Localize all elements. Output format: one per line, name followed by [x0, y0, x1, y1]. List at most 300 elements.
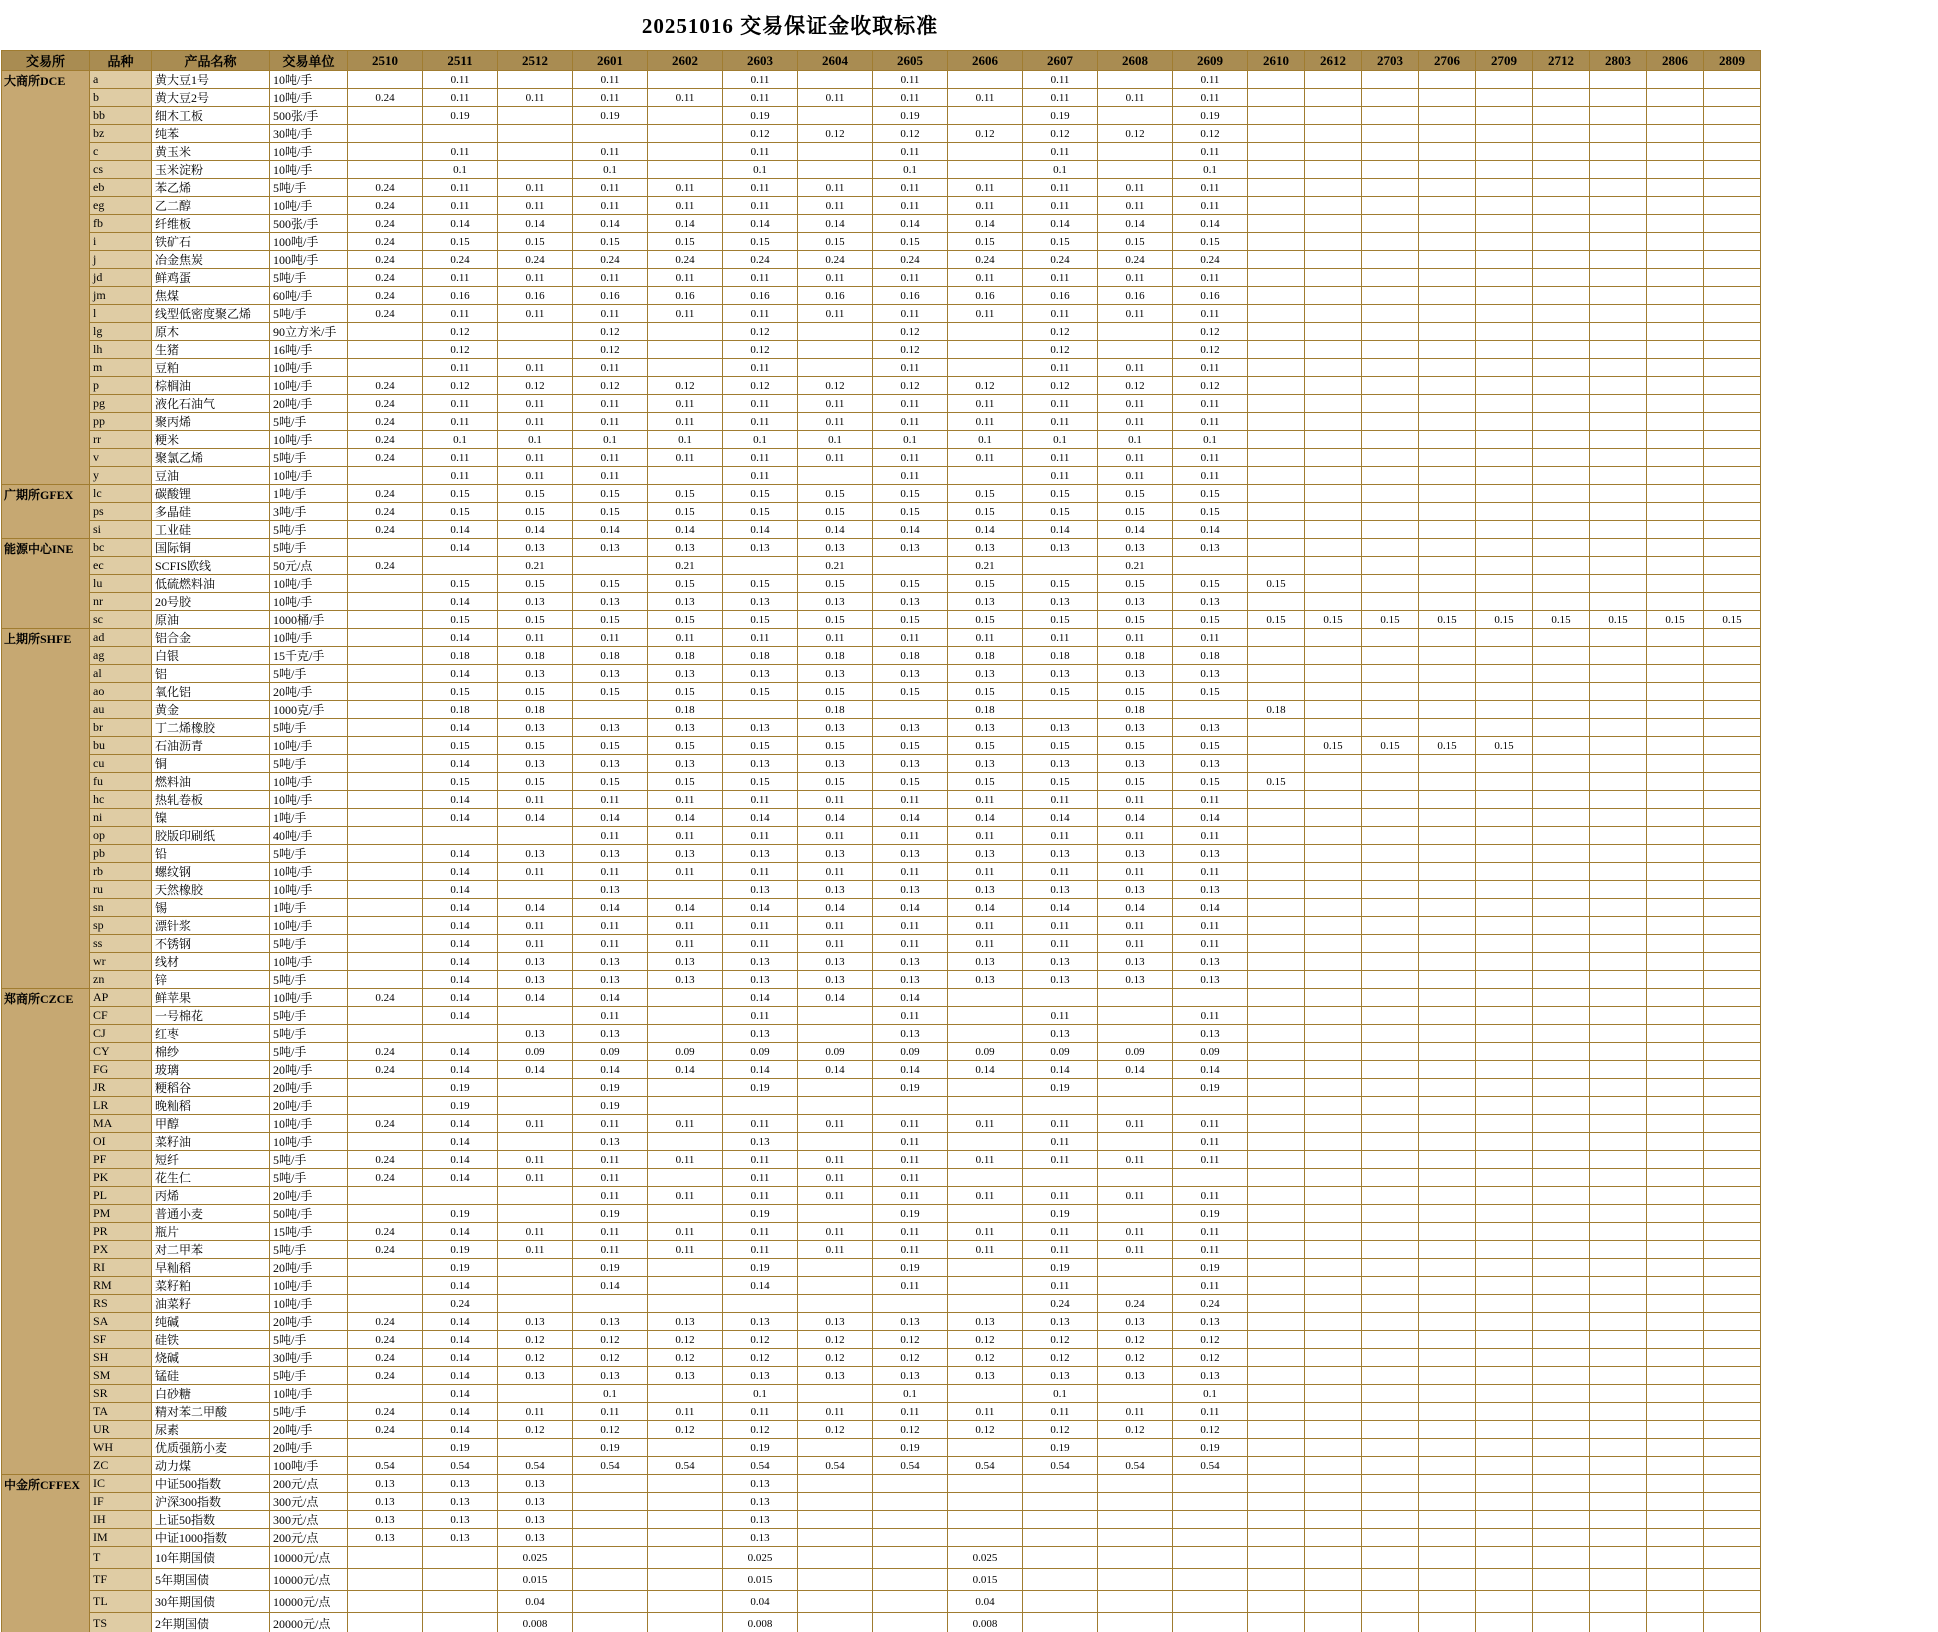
col-header-month-2803: 2803: [1590, 51, 1647, 71]
col-header-month-2612: 2612: [1305, 51, 1362, 71]
margin-value-cell-lh-2809: [1704, 341, 1761, 359]
table-row-l: [2, 305, 1761, 323]
margin-value-cell-ZC-2606: 0.54: [948, 1457, 1023, 1475]
margin-value-cell-WH-2806: [1647, 1439, 1704, 1457]
margin-value-cell-T-2703: [1362, 1547, 1419, 1569]
margin-value-cell-i-2511: 0.15: [423, 233, 498, 251]
margin-value-cell-ad-2609: 0.11: [1173, 629, 1248, 647]
margin-value-cell-SF-2604: 0.12: [798, 1331, 873, 1349]
margin-value-cell-lg-2607: 0.12: [1023, 323, 1098, 341]
margin-value-cell-SH-2612: [1305, 1349, 1362, 1367]
margin-value-cell-si-2609: 0.14: [1173, 521, 1248, 539]
margin-value-cell-rb-2608: 0.11: [1098, 863, 1173, 881]
margin-value-cell-WH-2712: [1533, 1439, 1590, 1457]
margin-value-cell-CY-2604: 0.09: [798, 1043, 873, 1061]
margin-value-cell-PR-2605: 0.11: [873, 1223, 948, 1241]
col-header-month-2602: 2602: [648, 51, 723, 71]
margin-value-cell-y-2511: 0.11: [423, 467, 498, 485]
margin-value-cell-CJ-2610: [1248, 1025, 1305, 1043]
margin-value-cell-UR-2604: 0.12: [798, 1421, 873, 1439]
margin-value-cell-pp-2603: 0.11: [723, 413, 798, 431]
margin-value-cell-RM-2510: [348, 1277, 423, 1295]
margin-value-cell-IM-2601: [573, 1529, 648, 1547]
margin-value-cell-eb-2603: 0.11: [723, 179, 798, 197]
margin-value-cell-OI-2712: [1533, 1133, 1590, 1151]
margin-value-cell-nr-2602: 0.13: [648, 593, 723, 611]
margin-value-cell-LR-2806: [1647, 1097, 1704, 1115]
margin-value-cell-eb-2602: 0.11: [648, 179, 723, 197]
margin-value-cell-ps-2703: [1362, 503, 1419, 521]
margin-value-cell-SH-2603: 0.12: [723, 1349, 798, 1367]
margin-value-cell-IC-2803: [1590, 1475, 1647, 1493]
margin-value-cell-cu-2606: 0.13: [948, 755, 1023, 773]
table-row-FG: [2, 1061, 1761, 1079]
margin-value-cell-sc-2806: 0.15: [1647, 611, 1704, 629]
margin-value-cell-pb-2706: [1419, 845, 1476, 863]
trading-unit-cell: 5吨/手: [270, 719, 348, 737]
margin-value-cell-bc-2706: [1419, 539, 1476, 557]
margin-value-cell-PM-2601: 0.19: [573, 1205, 648, 1223]
margin-value-cell-a-2607: 0.11: [1023, 71, 1098, 89]
trading-unit-cell: 60吨/手: [270, 287, 348, 305]
table-row-bu: [2, 737, 1761, 755]
margin-value-cell-c-2706: [1419, 143, 1476, 161]
margin-value-cell-SA-2603: 0.13: [723, 1313, 798, 1331]
margin-value-cell-TF-2706: [1419, 1569, 1476, 1591]
margin-value-cell-eb-2803: [1590, 179, 1647, 197]
margin-value-cell-TS-2510: [348, 1613, 423, 1632]
margin-value-cell-ru-2706: [1419, 881, 1476, 899]
margin-value-cell-PL-2602: 0.11: [648, 1187, 723, 1205]
margin-value-cell-br-2605: 0.13: [873, 719, 948, 737]
margin-value-cell-IC-2512: 0.13: [498, 1475, 573, 1493]
margin-value-cell-T-2605: [873, 1547, 948, 1569]
margin-value-cell-T-2712: [1533, 1547, 1590, 1569]
product-name-cell: 聚氯乙烯: [152, 449, 270, 467]
margin-value-cell-LR-2610: [1248, 1097, 1305, 1115]
margin-value-cell-FG-2803: [1590, 1061, 1647, 1079]
margin-value-cell-PF-2806: [1647, 1151, 1704, 1169]
table-row-pb: [2, 845, 1761, 863]
margin-value-cell-rb-2806: [1647, 863, 1704, 881]
margin-value-cell-FG-2806: [1647, 1061, 1704, 1079]
margin-value-cell-SA-2612: [1305, 1313, 1362, 1331]
margin-value-cell-jd-2806: [1647, 269, 1704, 287]
margin-value-cell-eg-2709: [1476, 197, 1533, 215]
margin-value-cell-AP-2603: 0.14: [723, 989, 798, 1007]
margin-value-cell-rr-2709: [1476, 431, 1533, 449]
variety-code-cell: eg: [90, 197, 152, 215]
margin-value-cell-PM-2608: [1098, 1205, 1173, 1223]
margin-value-cell-br-2703: [1362, 719, 1419, 737]
margin-value-cell-RS-2709: [1476, 1295, 1533, 1313]
margin-value-cell-m-2610: [1248, 359, 1305, 377]
margin-value-cell-T-2706: [1419, 1547, 1476, 1569]
margin-value-cell-ag-2612: [1305, 647, 1362, 665]
variety-code-cell: fu: [90, 773, 152, 791]
margin-value-cell-PK-2806: [1647, 1169, 1704, 1187]
margin-value-cell-rr-2510: 0.24: [348, 431, 423, 449]
margin-value-cell-TF-2712: [1533, 1569, 1590, 1591]
trading-unit-cell: 1吨/手: [270, 485, 348, 503]
margin-value-cell-ec-2610: [1248, 557, 1305, 575]
margin-value-cell-m-2603: 0.11: [723, 359, 798, 377]
margin-value-cell-eg-2606: 0.11: [948, 197, 1023, 215]
margin-value-cell-rr-2602: 0.1: [648, 431, 723, 449]
margin-value-cell-IH-2706: [1419, 1511, 1476, 1529]
margin-value-cell-RI-2610: [1248, 1259, 1305, 1277]
margin-value-cell-ni-2612: [1305, 809, 1362, 827]
margin-value-cell-PL-2803: [1590, 1187, 1647, 1205]
margin-value-cell-TL-2806: [1647, 1591, 1704, 1613]
margin-value-cell-au-2606: 0.18: [948, 701, 1023, 719]
variety-code-cell: zn: [90, 971, 152, 989]
margin-value-cell-IF-2803: [1590, 1493, 1647, 1511]
margin-value-cell-br-2604: 0.13: [798, 719, 873, 737]
trading-unit-cell: 10吨/手: [270, 143, 348, 161]
margin-value-cell-au-2709: [1476, 701, 1533, 719]
margin-value-cell-rb-2605: 0.11: [873, 863, 948, 881]
margin-value-cell-ag-2604: 0.18: [798, 647, 873, 665]
margin-value-cell-pb-2607: 0.13: [1023, 845, 1098, 863]
margin-value-cell-nr-2706: [1419, 593, 1476, 611]
variety-code-cell: ec: [90, 557, 152, 575]
margin-value-cell-SH-2510: 0.24: [348, 1349, 423, 1367]
margin-value-cell-CF-2612: [1305, 1007, 1362, 1025]
margin-value-cell-ad-2608: 0.11: [1098, 629, 1173, 647]
margin-value-cell-bz-2604: 0.12: [798, 125, 873, 143]
margin-value-cell-al-2712: [1533, 665, 1590, 683]
margin-value-cell-j-2706: [1419, 251, 1476, 269]
margin-value-cell-jd-2803: [1590, 269, 1647, 287]
margin-value-cell-SR-2510: [348, 1385, 423, 1403]
margin-value-cell-ao-2609: 0.15: [1173, 683, 1248, 701]
margin-value-cell-ZC-2602: 0.54: [648, 1457, 723, 1475]
margin-value-cell-pb-2809: [1704, 845, 1761, 863]
table-row-bz: [2, 125, 1761, 143]
margin-value-cell-rr-2712: [1533, 431, 1590, 449]
margin-value-cell-lc-2604: 0.15: [798, 485, 873, 503]
margin-value-cell-c-2511: 0.11: [423, 143, 498, 161]
margin-value-cell-PF-2512: 0.11: [498, 1151, 573, 1169]
margin-value-cell-v-2612: [1305, 449, 1362, 467]
margin-value-cell-IC-2510: 0.13: [348, 1475, 423, 1493]
margin-value-cell-MA-2512: 0.11: [498, 1115, 573, 1133]
margin-value-cell-CY-2512: 0.09: [498, 1043, 573, 1061]
product-name-cell: 菜籽油: [152, 1133, 270, 1151]
margin-value-cell-TA-2806: [1647, 1403, 1704, 1421]
table-row-ec: [2, 557, 1761, 575]
margin-value-cell-rb-2803: [1590, 863, 1647, 881]
trading-unit-cell: 1吨/手: [270, 809, 348, 827]
margin-value-cell-IH-2603: 0.13: [723, 1511, 798, 1529]
margin-value-cell-i-2706: [1419, 233, 1476, 251]
margin-value-cell-SR-2803: [1590, 1385, 1647, 1403]
margin-value-cell-SF-2512: 0.12: [498, 1331, 573, 1349]
margin-value-cell-RM-2608: [1098, 1277, 1173, 1295]
margin-value-cell-ru-2809: [1704, 881, 1761, 899]
margin-value-cell-PF-2601: 0.11: [573, 1151, 648, 1169]
margin-value-cell-al-2510: [348, 665, 423, 683]
product-name-cell: 动力煤: [152, 1457, 270, 1475]
product-name-cell: 冶金焦炭: [152, 251, 270, 269]
product-name-cell: 玉米淀粉: [152, 161, 270, 179]
margin-value-cell-ss-2612: [1305, 935, 1362, 953]
product-name-cell: 白砂糖: [152, 1385, 270, 1403]
margin-value-cell-c-2605: 0.11: [873, 143, 948, 161]
margin-value-cell-jd-2709: [1476, 269, 1533, 287]
margin-value-cell-rb-2610: [1248, 863, 1305, 881]
product-name-cell: 铅: [152, 845, 270, 863]
product-name-cell: 纯碱: [152, 1313, 270, 1331]
margin-value-cell-pb-2703: [1362, 845, 1419, 863]
margin-value-cell-ru-2803: [1590, 881, 1647, 899]
margin-value-cell-SM-2606: 0.13: [948, 1367, 1023, 1385]
margin-value-cell-PX-2703: [1362, 1241, 1419, 1259]
margin-value-cell-IF-2610: [1248, 1493, 1305, 1511]
margin-value-cell-b-2606: 0.11: [948, 89, 1023, 107]
margin-value-cell-CF-2606: [948, 1007, 1023, 1025]
table-row-rr: [2, 431, 1761, 449]
margin-value-cell-y-2510: [348, 467, 423, 485]
margin-value-cell-TL-2510: [348, 1591, 423, 1613]
margin-value-cell-b-2608: 0.11: [1098, 89, 1173, 107]
margin-value-cell-ad-2612: [1305, 629, 1362, 647]
margin-value-cell-ao-2602: 0.15: [648, 683, 723, 701]
margin-value-cell-pp-2606: 0.11: [948, 413, 1023, 431]
margin-value-cell-ps-2510: 0.24: [348, 503, 423, 521]
trading-unit-cell: 10000元/点: [270, 1591, 348, 1613]
margin-value-cell-p-2512: 0.12: [498, 377, 573, 395]
margin-value-cell-eb-2512: 0.11: [498, 179, 573, 197]
margin-value-cell-bz-2603: 0.12: [723, 125, 798, 143]
margin-value-cell-UR-2608: 0.12: [1098, 1421, 1173, 1439]
margin-value-cell-al-2610: [1248, 665, 1305, 683]
variety-code-cell: RS: [90, 1295, 152, 1313]
margin-value-cell-cs-2809: [1704, 161, 1761, 179]
variety-code-cell: TL: [90, 1591, 152, 1613]
margin-value-cell-j-2610: [1248, 251, 1305, 269]
col-header-month-2712: 2712: [1533, 51, 1590, 71]
margin-value-cell-jd-2609: 0.11: [1173, 269, 1248, 287]
margin-value-cell-TA-2809: [1704, 1403, 1761, 1421]
margin-value-cell-br-2609: 0.13: [1173, 719, 1248, 737]
margin-value-cell-au-2601: [573, 701, 648, 719]
margin-value-cell-ao-2706: [1419, 683, 1476, 701]
trading-unit-cell: 5吨/手: [270, 179, 348, 197]
margin-value-cell-CF-2803: [1590, 1007, 1647, 1025]
margin-value-cell-c-2606: [948, 143, 1023, 161]
margin-value-cell-IF-2604: [798, 1493, 873, 1511]
margin-value-cell-sc-2609: 0.15: [1173, 611, 1248, 629]
variety-code-cell: j: [90, 251, 152, 269]
margin-value-cell-TA-2604: 0.11: [798, 1403, 873, 1421]
margin-value-cell-PL-2809: [1704, 1187, 1761, 1205]
margin-value-cell-bu-2608: 0.15: [1098, 737, 1173, 755]
margin-value-cell-eg-2605: 0.11: [873, 197, 948, 215]
margin-value-cell-bc-2608: 0.13: [1098, 539, 1173, 557]
margin-value-cell-PX-2706: [1419, 1241, 1476, 1259]
margin-value-cell-br-2607: 0.13: [1023, 719, 1098, 737]
margin-value-cell-ag-2806: [1647, 647, 1704, 665]
margin-value-cell-PX-2510: 0.24: [348, 1241, 423, 1259]
margin-value-cell-au-2609: [1173, 701, 1248, 719]
table-row-SF: [2, 1331, 1761, 1349]
margin-value-cell-SR-2603: 0.1: [723, 1385, 798, 1403]
margin-value-cell-sn-2601: 0.14: [573, 899, 648, 917]
margin-value-cell-T-2606: 0.025: [948, 1547, 1023, 1569]
margin-value-cell-sp-2605: 0.11: [873, 917, 948, 935]
margin-value-cell-TS-2706: [1419, 1613, 1476, 1632]
margin-value-cell-SF-2603: 0.12: [723, 1331, 798, 1349]
margin-value-cell-UR-2607: 0.12: [1023, 1421, 1098, 1439]
margin-value-cell-AP-2512: 0.14: [498, 989, 573, 1007]
margin-value-cell-SM-2607: 0.13: [1023, 1367, 1098, 1385]
margin-value-cell-lu-2809: [1704, 575, 1761, 593]
margin-value-cell-AP-2703: [1362, 989, 1419, 1007]
margin-value-cell-SM-2602: 0.13: [648, 1367, 723, 1385]
margin-value-cell-CF-2806: [1647, 1007, 1704, 1025]
margin-value-cell-si-2608: 0.14: [1098, 521, 1173, 539]
margin-value-cell-OI-2809: [1704, 1133, 1761, 1151]
table-row-i: [2, 233, 1761, 251]
margin-value-cell-ss-2706: [1419, 935, 1476, 953]
margin-value-cell-lh-2607: 0.12: [1023, 341, 1098, 359]
margin-value-cell-zn-2511: 0.14: [423, 971, 498, 989]
margin-value-cell-sn-2512: 0.14: [498, 899, 573, 917]
trading-unit-cell: 20吨/手: [270, 1097, 348, 1115]
margin-value-cell-bz-2605: 0.12: [873, 125, 948, 143]
margin-value-cell-c-2712: [1533, 143, 1590, 161]
margin-value-cell-PM-2803: [1590, 1205, 1647, 1223]
margin-value-cell-CJ-2809: [1704, 1025, 1761, 1043]
margin-value-cell-lh-2605: 0.12: [873, 341, 948, 359]
margin-value-cell-m-2512: 0.11: [498, 359, 573, 377]
product-name-cell: 短纤: [152, 1151, 270, 1169]
margin-value-cell-ZC-2706: [1419, 1457, 1476, 1475]
margin-value-cell-LR-2601: 0.19: [573, 1097, 648, 1115]
margin-value-cell-SA-2605: 0.13: [873, 1313, 948, 1331]
variety-code-cell: PM: [90, 1205, 152, 1223]
margin-value-cell-lu-2604: 0.15: [798, 575, 873, 593]
margin-value-cell-eb-2806: [1647, 179, 1704, 197]
margin-value-cell-j-2612: [1305, 251, 1362, 269]
table-row-TF: [2, 1569, 1761, 1591]
margin-value-cell-i-2510: 0.24: [348, 233, 423, 251]
margin-value-cell-sp-2601: 0.11: [573, 917, 648, 935]
margin-value-cell-zn-2602: 0.13: [648, 971, 723, 989]
margin-value-cell-bu-2609: 0.15: [1173, 737, 1248, 755]
margin-value-cell-pb-2604: 0.13: [798, 845, 873, 863]
margin-value-cell-ps-2511: 0.15: [423, 503, 498, 521]
variety-code-cell: op: [90, 827, 152, 845]
margin-value-cell-m-2607: 0.11: [1023, 359, 1098, 377]
margin-value-cell-ru-2510: [348, 881, 423, 899]
margin-value-cell-AP-2604: 0.14: [798, 989, 873, 1007]
variety-code-cell: nr: [90, 593, 152, 611]
margin-value-cell-bc-2603: 0.13: [723, 539, 798, 557]
trading-unit-cell: 5吨/手: [270, 1331, 348, 1349]
margin-value-cell-RS-2809: [1704, 1295, 1761, 1313]
margin-value-cell-op-2803: [1590, 827, 1647, 845]
margin-value-cell-ZC-2605: 0.54: [873, 1457, 948, 1475]
margin-value-cell-a-2706: [1419, 71, 1476, 89]
variety-code-cell: sp: [90, 917, 152, 935]
margin-value-cell-ec-2803: [1590, 557, 1647, 575]
margin-value-cell-zn-2510: [348, 971, 423, 989]
margin-value-cell-v-2608: 0.11: [1098, 449, 1173, 467]
margin-value-cell-RS-2609: 0.24: [1173, 1295, 1248, 1313]
margin-value-cell-nr-2610: [1248, 593, 1305, 611]
margin-value-cell-v-2510: 0.24: [348, 449, 423, 467]
margin-value-cell-AP-2606: [948, 989, 1023, 1007]
margin-value-cell-PX-2712: [1533, 1241, 1590, 1259]
margin-value-cell-c-2809: [1704, 143, 1761, 161]
margin-value-cell-JR-2610: [1248, 1079, 1305, 1097]
margin-value-cell-PR-2602: 0.11: [648, 1223, 723, 1241]
margin-value-cell-TL-2606: 0.04: [948, 1591, 1023, 1613]
margin-value-cell-si-2601: 0.14: [573, 521, 648, 539]
variety-code-cell: IC: [90, 1475, 152, 1493]
margin-value-cell-cs-2612: [1305, 161, 1362, 179]
margin-value-cell-eg-2604: 0.11: [798, 197, 873, 215]
margin-value-cell-lc-2603: 0.15: [723, 485, 798, 503]
margin-value-cell-p-2510: 0.24: [348, 377, 423, 395]
margin-value-cell-JR-2706: [1419, 1079, 1476, 1097]
product-name-cell: 中证1000指数: [152, 1529, 270, 1547]
margin-value-cell-PL-2604: 0.11: [798, 1187, 873, 1205]
col-header-month-2510: 2510: [348, 51, 423, 71]
margin-value-cell-lh-2609: 0.12: [1173, 341, 1248, 359]
margin-value-cell-hc-2605: 0.11: [873, 791, 948, 809]
margin-value-cell-lc-2609: 0.15: [1173, 485, 1248, 503]
margin-value-cell-PX-2512: 0.11: [498, 1241, 573, 1259]
table-row-lu: [2, 575, 1761, 593]
margin-value-cell-WH-2605: 0.19: [873, 1439, 948, 1457]
margin-value-cell-jd-2703: [1362, 269, 1419, 287]
margin-value-cell-rb-2510: [348, 863, 423, 881]
margin-value-cell-SM-2809: [1704, 1367, 1761, 1385]
margin-value-cell-PM-2703: [1362, 1205, 1419, 1223]
margin-value-cell-T-2603: 0.025: [723, 1547, 798, 1569]
margin-value-cell-ss-2712: [1533, 935, 1590, 953]
margin-value-cell-rb-2709: [1476, 863, 1533, 881]
variety-code-cell: AP: [90, 989, 152, 1007]
margin-value-cell-SF-2605: 0.12: [873, 1331, 948, 1349]
margin-value-cell-IM-2612: [1305, 1529, 1362, 1547]
margin-value-cell-bb-2806: [1647, 107, 1704, 125]
margin-value-cell-OI-2602: [648, 1133, 723, 1151]
margin-value-cell-jd-2608: 0.11: [1098, 269, 1173, 287]
margin-value-cell-op-2512: [498, 827, 573, 845]
trading-unit-cell: 5吨/手: [270, 521, 348, 539]
margin-value-cell-IH-2602: [648, 1511, 723, 1529]
margin-value-cell-lc-2605: 0.15: [873, 485, 948, 503]
col-header-month-2607: 2607: [1023, 51, 1098, 71]
table-row-p: [2, 377, 1761, 395]
variety-code-cell: bc: [90, 539, 152, 557]
col-header-month-2512: 2512: [498, 51, 573, 71]
margin-value-cell-ao-2604: 0.15: [798, 683, 873, 701]
margin-value-cell-wr-2706: [1419, 953, 1476, 971]
margin-value-cell-y-2602: [648, 467, 723, 485]
table-row-bc: [2, 539, 1761, 557]
margin-value-cell-bc-2601: 0.13: [573, 539, 648, 557]
col-header-month-2604: 2604: [798, 51, 873, 71]
margin-value-cell-ss-2608: 0.11: [1098, 935, 1173, 953]
margin-value-cell-CY-2809: [1704, 1043, 1761, 1061]
margin-value-cell-T-2512: 0.025: [498, 1547, 573, 1569]
